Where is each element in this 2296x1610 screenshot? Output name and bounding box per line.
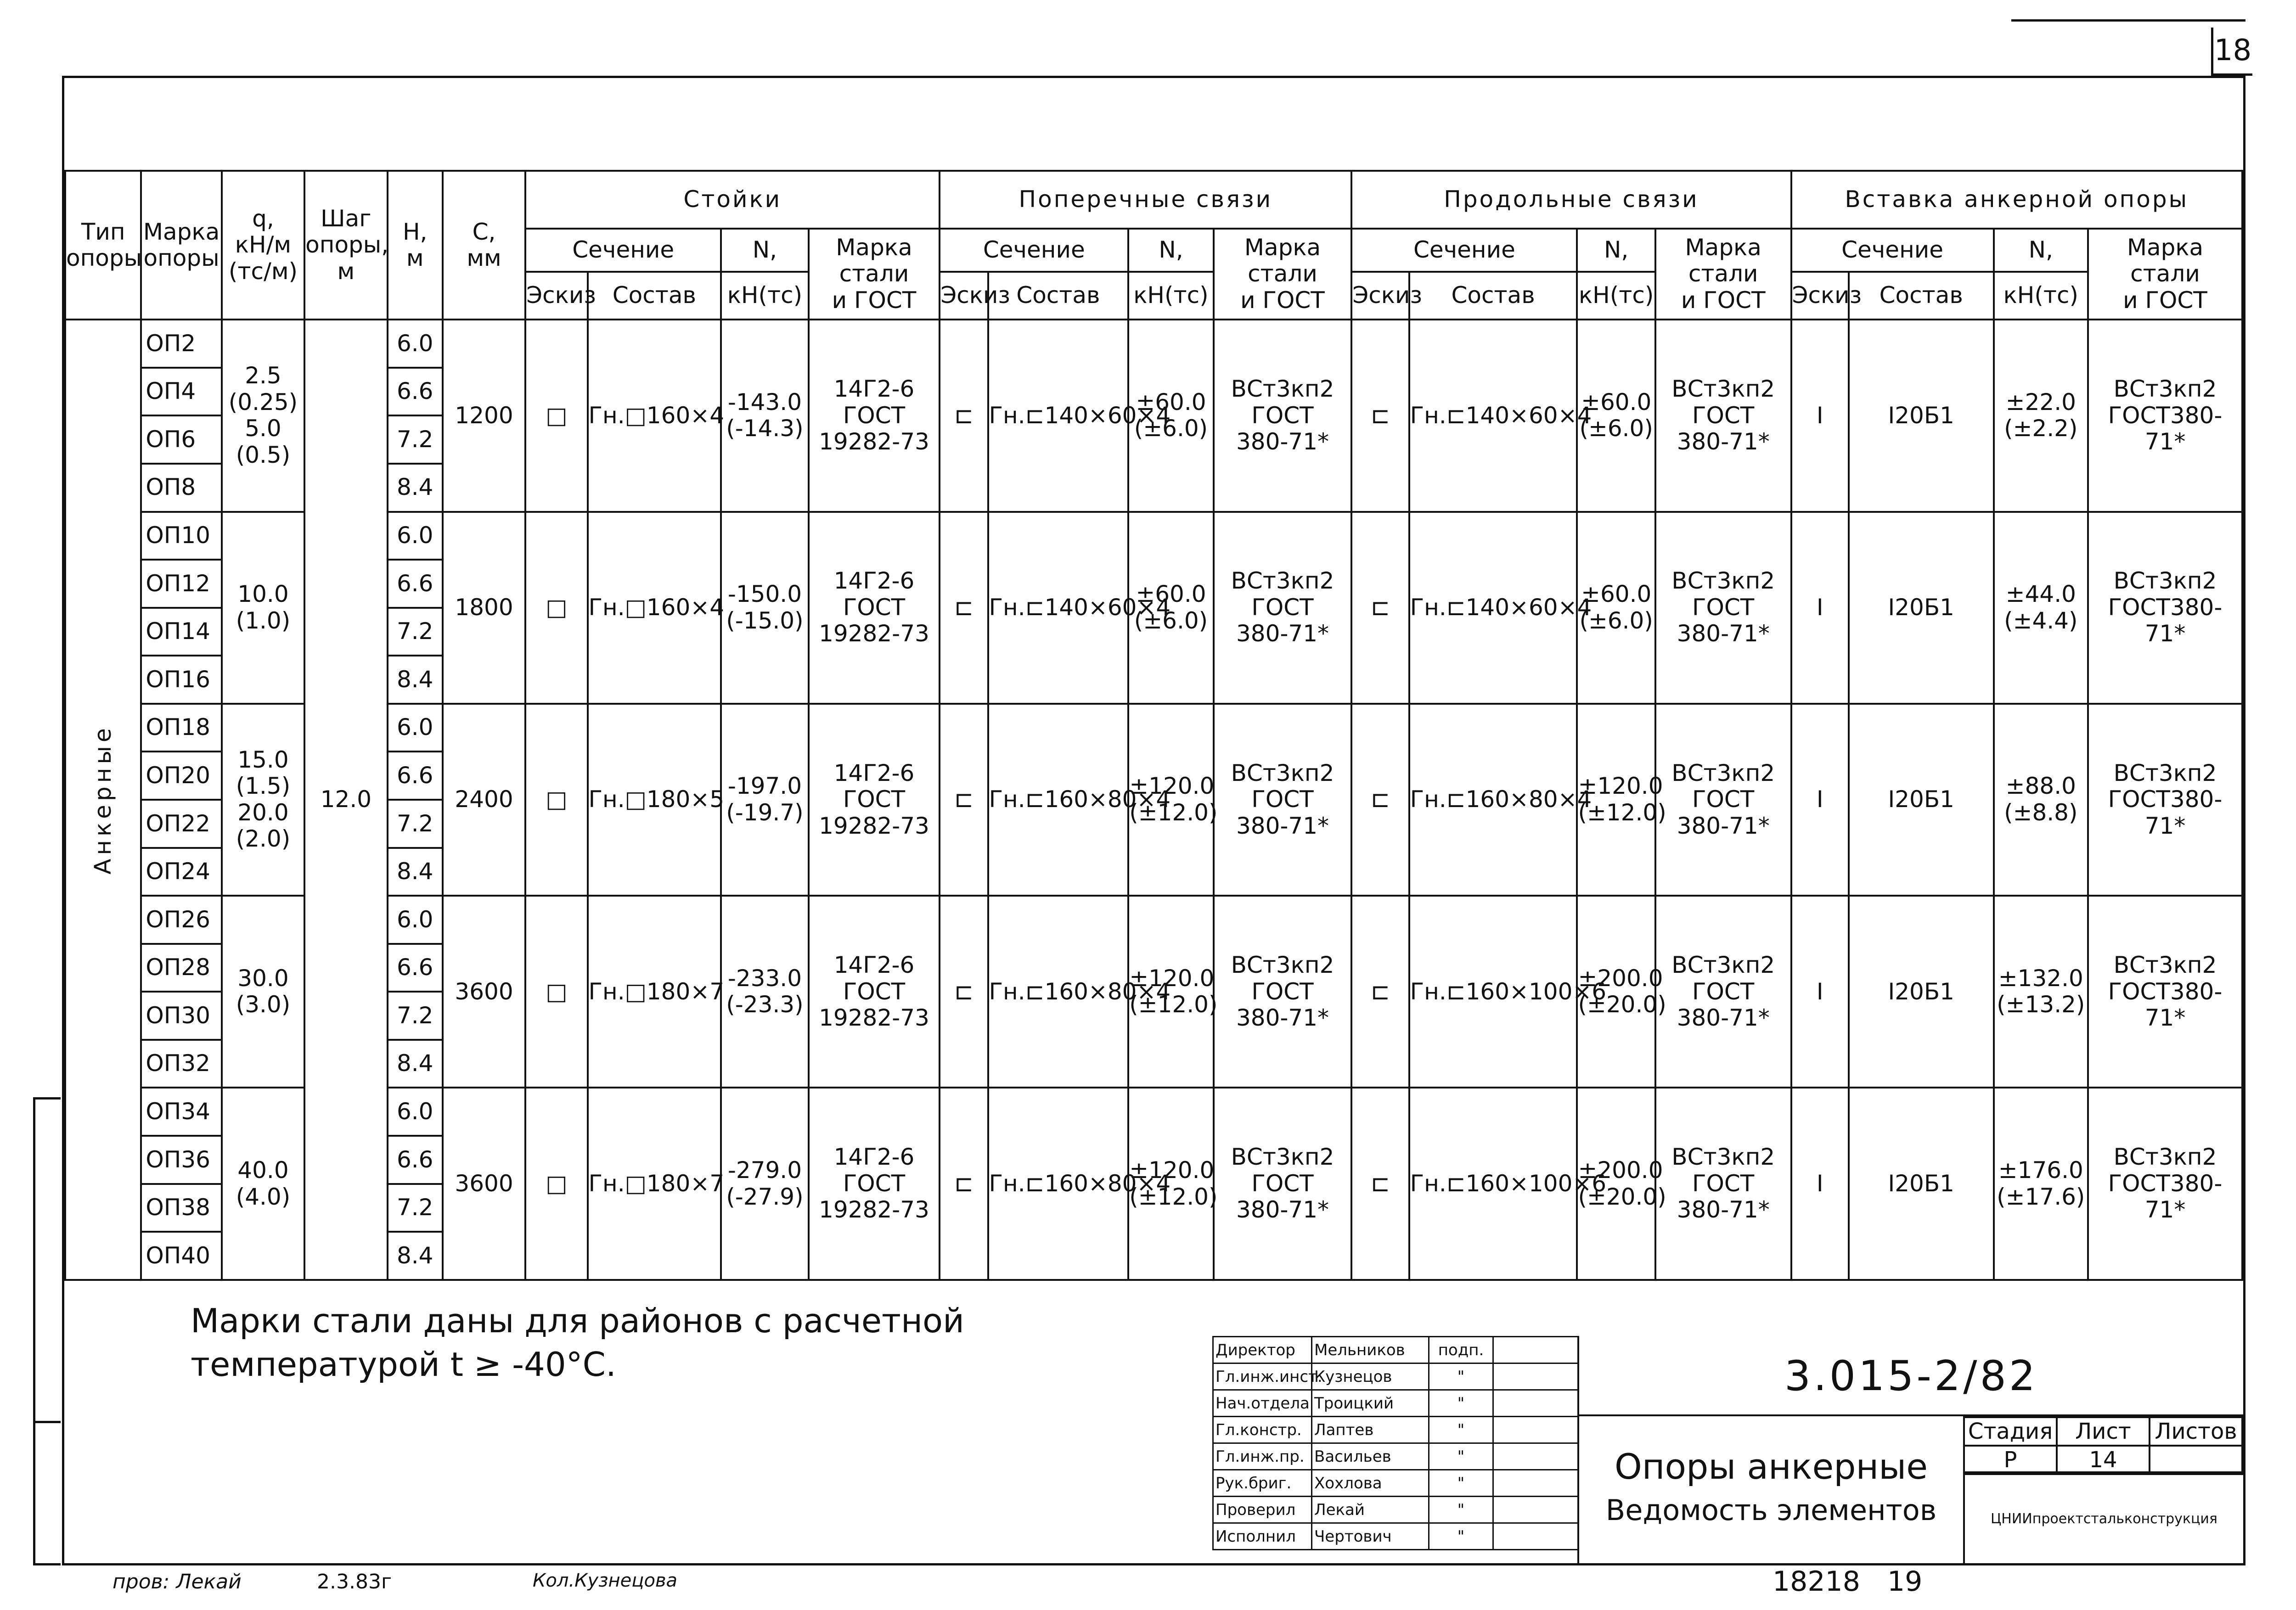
height-value: 7.2 xyxy=(388,800,443,848)
transverse-group-header: Поперечные связи xyxy=(940,171,1351,229)
transverse-force: ±120.0 (±12.0) xyxy=(1128,1088,1213,1280)
stamp-name: Кузнецов xyxy=(1312,1363,1429,1390)
stage-value: Р xyxy=(1964,1446,2057,1474)
height-value: 7.2 xyxy=(388,608,443,656)
table-row xyxy=(65,512,2242,560)
stamp-role: Гл.инж.инст. xyxy=(1213,1363,1312,1390)
stamp-row xyxy=(1213,1337,1578,1363)
transverse-composition: Гн.⊏160×80×4 xyxy=(988,704,1129,896)
longitudinal-composition: Гн.⊏140×60×4 xyxy=(1409,512,1577,704)
column-force: -143.0 (-14.3) xyxy=(721,320,808,511)
longitudinal-force: ±120.0 (±12.0) xyxy=(1577,704,1655,896)
stamp-sign: " xyxy=(1429,1470,1493,1497)
insert-n-units-header: кН(тс) xyxy=(1994,272,2088,320)
stamp-date xyxy=(1493,1417,1578,1443)
transverse-sketch: ⊏ xyxy=(940,1088,988,1280)
longitudinal-force: ±60.0 (±6.0) xyxy=(1577,512,1655,704)
insert-sketch: I xyxy=(1791,320,1849,511)
sheet-header: Лист xyxy=(2057,1417,2150,1446)
stamp-role: Исполнил xyxy=(1213,1523,1312,1550)
stamp-date xyxy=(1493,1497,1578,1523)
stamp-name: Лаптев xyxy=(1312,1417,1429,1443)
table-row xyxy=(65,896,2242,944)
longitudinal-force: ±200.0 (±20.0) xyxy=(1577,896,1655,1088)
c-header: С, мм xyxy=(443,171,525,320)
stamp-sign: " xyxy=(1429,1363,1493,1390)
transverse-force: ±60.0 (±6.0) xyxy=(1128,320,1213,511)
transverse-steel: ВСт3кп2 ГОСТ 380-71* xyxy=(1214,704,1352,896)
height-value: 6.0 xyxy=(388,320,443,368)
stamp-role: Гл.констр. xyxy=(1213,1417,1312,1443)
support-mark: ОП4 xyxy=(141,368,221,416)
stamp-name: Васильев xyxy=(1312,1443,1429,1470)
transverse-n-units-header: кН(тс) xyxy=(1128,272,1213,320)
stamp-date xyxy=(1493,1443,1578,1470)
column-sketch: □ xyxy=(525,704,587,896)
longitudinal-sketch: ⊏ xyxy=(1351,512,1409,704)
stamp-sign: " xyxy=(1429,1417,1493,1443)
column-sketch: □ xyxy=(525,1088,587,1280)
column-force: -150.0 (-15.0) xyxy=(721,512,808,704)
column-steel: 14Г2-6 ГОСТ 19282-73 xyxy=(809,896,940,1088)
insert-composition: I20Б1 xyxy=(1849,896,1994,1088)
transverse-steel: ВСт3кп2 ГОСТ 380-71* xyxy=(1214,512,1352,704)
page-number: 18 xyxy=(2211,28,2252,76)
stamp-row xyxy=(1213,1417,1578,1443)
insert-force: ±88.0 (±8.8) xyxy=(1994,704,2088,896)
column-composition: Гн.□180×7 xyxy=(588,1088,721,1280)
longitudinal-sketch: ⊏ xyxy=(1351,1088,1409,1280)
columns-composition-header: Состав xyxy=(588,272,721,320)
support-mark: ОП28 xyxy=(141,944,221,992)
support-mark: ОП16 xyxy=(141,656,221,704)
top-rule xyxy=(2011,19,2245,22)
stamp-name: Троицкий xyxy=(1312,1390,1429,1417)
stamp-role: Проверил xyxy=(1213,1497,1312,1523)
longitudinal-steel-header: Марка стали и ГОСТ xyxy=(1655,229,1791,320)
table-row xyxy=(65,704,2242,752)
load-value: 30.0 (3.0) xyxy=(222,896,304,1088)
insert-composition-header: Состав xyxy=(1849,272,1994,320)
transverse-composition-header: Состав xyxy=(988,272,1129,320)
column-steel: 14Г2-6 ГОСТ 19282-73 xyxy=(809,320,940,511)
stamp-date xyxy=(1493,1523,1578,1550)
transverse-steel: ВСт3кп2 ГОСТ 380-71* xyxy=(1214,896,1352,1088)
insert-steel: ВСт3кп2 ГОСТ380-71* xyxy=(2088,320,2242,511)
insert-sketch: I xyxy=(1791,1088,1849,1280)
stage-table xyxy=(1963,1416,2243,1475)
height-value: 6.6 xyxy=(388,1136,443,1184)
document-code: 3.015-2/82 xyxy=(1577,1336,2243,1416)
longitudinal-n-header: N, xyxy=(1577,229,1655,272)
column-force: -197.0 (-19.7) xyxy=(721,704,808,896)
insert-force: ±44.0 (±4.4) xyxy=(1994,512,2088,704)
insert-composition: I20Б1 xyxy=(1849,1088,1994,1280)
insert-section-header: Сечение xyxy=(1791,229,1994,272)
stamp-role: Нач.отдела xyxy=(1213,1390,1312,1417)
transverse-force: ±120.0 (±12.0) xyxy=(1128,896,1213,1088)
height-value: 7.2 xyxy=(388,992,443,1040)
stamp-row xyxy=(1213,1443,1578,1470)
column-steel: 14Г2-6 ГОСТ 19282-73 xyxy=(809,704,940,896)
height-value: 6.6 xyxy=(388,368,443,416)
height-value: 6.0 xyxy=(388,1088,443,1136)
mark-header: Марка опоры xyxy=(141,171,221,320)
longitudinal-force: ±60.0 (±6.0) xyxy=(1577,320,1655,511)
stamp-row xyxy=(1213,1497,1578,1523)
sheets-value xyxy=(2150,1446,2242,1474)
step-header: Шаг опоры, м xyxy=(304,171,387,320)
support-mark: ОП40 xyxy=(141,1232,221,1280)
support-mark: ОП20 xyxy=(141,752,221,800)
side-rule xyxy=(33,1097,35,1565)
signature-stamp xyxy=(1212,1336,1579,1550)
columns-group-header: Стойки xyxy=(525,171,940,229)
insert-force: ±22.0 (±2.2) xyxy=(1994,320,2088,511)
step-value: 12.0 xyxy=(304,320,387,1280)
columns-n-header: N, xyxy=(721,229,808,272)
stamp-sign: " xyxy=(1429,1523,1493,1550)
insert-steel: ВСт3кп2 ГОСТ380-71* xyxy=(2088,1088,2242,1280)
insert-sketch: I xyxy=(1791,512,1849,704)
table-row xyxy=(65,320,2242,368)
height-value: 8.4 xyxy=(388,656,443,704)
stamp-row xyxy=(1213,1470,1578,1497)
stamp-name: Хохлова xyxy=(1312,1470,1429,1497)
insert-composition: I20Б1 xyxy=(1849,512,1994,704)
transverse-steel: ВСт3кп2 ГОСТ 380-71* xyxy=(1214,320,1352,511)
transverse-steel: ВСт3кп2 ГОСТ 380-71* xyxy=(1214,1088,1352,1280)
stamp-role: Рук.бриг. xyxy=(1213,1470,1312,1497)
column-steel: 14Г2-6 ГОСТ 19282-73 xyxy=(809,1088,940,1280)
insert-sketch-header: Эскиз xyxy=(1791,272,1849,320)
height-value: 6.6 xyxy=(388,560,443,608)
stamp-date xyxy=(1493,1363,1578,1390)
transverse-composition: Гн.⊏140×60×4 xyxy=(988,320,1129,511)
column-composition: Гн.□180×5 xyxy=(588,704,721,896)
transverse-sketch: ⊏ xyxy=(940,896,988,1088)
column-force: -279.0 (-27.9) xyxy=(721,1088,808,1280)
longitudinal-composition: Гн.⊏160×80×4 xyxy=(1409,704,1577,896)
support-mark: ОП2 xyxy=(141,320,221,368)
stamp-date xyxy=(1493,1390,1578,1417)
longitudinal-steel: ВСт3кп2 ГОСТ 380-71* xyxy=(1655,1088,1791,1280)
c-value: 3600 xyxy=(443,1088,525,1280)
support-mark: ОП34 xyxy=(141,1088,221,1136)
insert-sketch: I xyxy=(1791,896,1849,1088)
insert-composition: I20Б1 xyxy=(1849,704,1994,896)
insert-sketch: I xyxy=(1791,704,1849,896)
columns-n-units-header: кН(тс) xyxy=(721,272,808,320)
longitudinal-composition: Гн.⊏160×100×6 xyxy=(1409,896,1577,1088)
stamp-role: Директор xyxy=(1213,1337,1312,1363)
support-mark: ОП14 xyxy=(141,608,221,656)
support-mark: ОП30 xyxy=(141,992,221,1040)
transverse-composition: Гн.⊏160×80×4 xyxy=(988,1088,1129,1280)
stamp-row xyxy=(1213,1523,1578,1550)
height-value: 6.0 xyxy=(388,896,443,944)
c-value: 1800 xyxy=(443,512,525,704)
longitudinal-sketch: ⊏ xyxy=(1351,704,1409,896)
insert-steel: ВСт3кп2 ГОСТ380-71* xyxy=(2088,512,2242,704)
columns-steel-header: Марка стали и ГОСТ xyxy=(809,229,940,320)
footer-signature: Кол.Кузнецова xyxy=(533,1570,678,1591)
support-mark: ОП6 xyxy=(141,415,221,464)
load-value: 10.0 (1.0) xyxy=(222,512,304,704)
insert-composition: I20Б1 xyxy=(1849,320,1994,511)
transverse-section-header: Сечение xyxy=(940,229,1128,272)
inventory-number: 18218 xyxy=(1773,1565,1860,1598)
side-tick xyxy=(33,1097,61,1100)
stamp-sign: " xyxy=(1429,1390,1493,1417)
column-sketch: □ xyxy=(525,512,587,704)
support-type: Анкерные xyxy=(65,320,141,1280)
insert-group-header: Вставка анкерной опоры xyxy=(1791,171,2242,229)
stamp-sign: подп. xyxy=(1429,1337,1493,1363)
longitudinal-composition: Гн.⊏140×60×4 xyxy=(1409,320,1577,511)
stamp-date xyxy=(1493,1470,1578,1497)
sheet-value: 14 xyxy=(2057,1446,2150,1474)
transverse-sketch-header: Эскиз xyxy=(940,272,988,320)
c-value: 2400 xyxy=(443,704,525,896)
longitudinal-composition: Гн.⊏160×100×6 xyxy=(1409,1088,1577,1280)
longitudinal-steel: ВСт3кп2 ГОСТ 380-71* xyxy=(1655,704,1791,896)
stamp-row xyxy=(1213,1363,1578,1390)
support-mark: ОП26 xyxy=(141,896,221,944)
stamp-name: Чертович xyxy=(1312,1523,1429,1550)
columns-sketch-header: Эскиз xyxy=(525,272,587,320)
column-composition: Гн.□180×7 xyxy=(588,896,721,1088)
height-value: 8.4 xyxy=(388,1232,443,1280)
column-sketch: □ xyxy=(525,320,587,511)
height-value: 6.0 xyxy=(388,704,443,752)
height-value: 8.4 xyxy=(388,848,443,896)
column-composition: Гн.□160×4 xyxy=(588,320,721,511)
longitudinal-composition-header: Состав xyxy=(1409,272,1577,320)
support-mark: ОП36 xyxy=(141,1136,221,1184)
transverse-n-header: N, xyxy=(1128,229,1213,272)
height-value: 6.0 xyxy=(388,512,443,560)
sheets-header: Листов xyxy=(2150,1417,2242,1446)
longitudinal-sketch-header: Эскиз xyxy=(1351,272,1409,320)
side-tick xyxy=(33,1421,61,1423)
support-mark: ОП8 xyxy=(141,464,221,512)
longitudinal-group-header: Продольные связи xyxy=(1351,171,1791,229)
stamp-role: Гл.инж.пр. xyxy=(1213,1443,1312,1470)
stamp-name: Лекай xyxy=(1312,1497,1429,1523)
transverse-force: ±60.0 (±6.0) xyxy=(1128,512,1213,704)
transverse-composition: Гн.⊏140×60×4 xyxy=(988,512,1129,704)
footer-date: 2.3.83г xyxy=(317,1570,392,1593)
column-composition: Гн.□160×4 xyxy=(588,512,721,704)
height-value: 7.2 xyxy=(388,415,443,464)
column-steel: 14Г2-6 ГОСТ 19282-73 xyxy=(809,512,940,704)
transverse-force: ±120.0 (±12.0) xyxy=(1128,704,1213,896)
load-value: 2.5 (0.25) 5.0 (0.5) xyxy=(222,320,304,511)
height-value: 6.6 xyxy=(388,752,443,800)
q-header: q, кН/м (тс/м) xyxy=(222,171,304,320)
columns-section-header: Сечение xyxy=(525,229,721,272)
support-mark: ОП24 xyxy=(141,848,221,896)
column-force: -233.0 (-23.3) xyxy=(721,896,808,1088)
longitudinal-steel: ВСт3кп2 ГОСТ 380-71* xyxy=(1655,896,1791,1088)
support-mark: ОП32 xyxy=(141,1040,221,1088)
steel-note: Марки стали даны для районов с расчетной температурой t ≥ -40°C. xyxy=(191,1301,964,1384)
height-value: 8.4 xyxy=(388,464,443,512)
transverse-sketch: ⊏ xyxy=(940,320,988,511)
stage-header: Стадия xyxy=(1964,1417,2057,1446)
height-value: 8.4 xyxy=(388,1040,443,1088)
longitudinal-sketch: ⊏ xyxy=(1351,320,1409,511)
stamp-date xyxy=(1493,1337,1578,1363)
insert-steel: ВСт3кп2 ГОСТ380-71* xyxy=(2088,896,2242,1088)
longitudinal-force: ±200.0 (±20.0) xyxy=(1577,1088,1655,1280)
transverse-composition: Гн.⊏160×80×4 xyxy=(988,896,1129,1088)
support-mark: ОП38 xyxy=(141,1184,221,1232)
type-header: Тип опоры xyxy=(65,171,141,320)
drawing-title: Опоры анкерные xyxy=(1614,1446,1928,1487)
stamp-name: Мельников xyxy=(1312,1337,1429,1363)
transverse-steel-header: Марка стали и ГОСТ xyxy=(1214,229,1352,320)
height-value: 6.6 xyxy=(388,944,443,992)
stamp-row xyxy=(1213,1390,1578,1417)
elements-table xyxy=(64,170,2243,1281)
stamp-sign: " xyxy=(1429,1443,1493,1470)
c-value: 1200 xyxy=(443,320,525,511)
drawing-subtitle: Ведомость элементов xyxy=(1605,1493,1937,1527)
insert-steel-header: Марка стали и ГОСТ xyxy=(2088,229,2242,320)
footer-checked: пров: Лекай xyxy=(113,1570,242,1593)
load-value: 40.0 (4.0) xyxy=(222,1088,304,1280)
insert-force: ±176.0 (±17.6) xyxy=(1994,1088,2088,1280)
support-mark: ОП12 xyxy=(141,560,221,608)
support-mark: ОП18 xyxy=(141,704,221,752)
longitudinal-sketch: ⊏ xyxy=(1351,896,1409,1088)
height-value: 7.2 xyxy=(388,1184,443,1232)
transverse-sketch: ⊏ xyxy=(940,704,988,896)
load-value: 15.0 (1.5) 20.0 (2.0) xyxy=(222,704,304,896)
stamp-sign: " xyxy=(1429,1497,1493,1523)
longitudinal-n-units-header: кН(тс) xyxy=(1577,272,1655,320)
c-value: 3600 xyxy=(443,896,525,1088)
support-mark: ОП10 xyxy=(141,512,221,560)
support-mark: ОП22 xyxy=(141,800,221,848)
longitudinal-steel: ВСт3кп2 ГОСТ 380-71* xyxy=(1655,512,1791,704)
inventory-page: 19 xyxy=(1887,1565,1923,1598)
transverse-sketch: ⊏ xyxy=(940,512,988,704)
title-block xyxy=(1577,1416,1963,1563)
table-row xyxy=(65,1088,2242,1136)
column-sketch: □ xyxy=(525,896,587,1088)
side-tick xyxy=(33,1563,61,1565)
longitudinal-section-header: Сечение xyxy=(1351,229,1577,272)
insert-force: ±132.0 (±13.2) xyxy=(1994,896,2088,1088)
organization: ЦНИИпроектстальконструкция xyxy=(1963,1471,2243,1563)
insert-n-header: N, xyxy=(1994,229,2088,272)
longitudinal-steel: ВСт3кп2 ГОСТ 380-71* xyxy=(1655,320,1791,511)
h-header: Н, м xyxy=(388,171,443,320)
insert-steel: ВСт3кп2 ГОСТ380-71* xyxy=(2088,704,2242,896)
